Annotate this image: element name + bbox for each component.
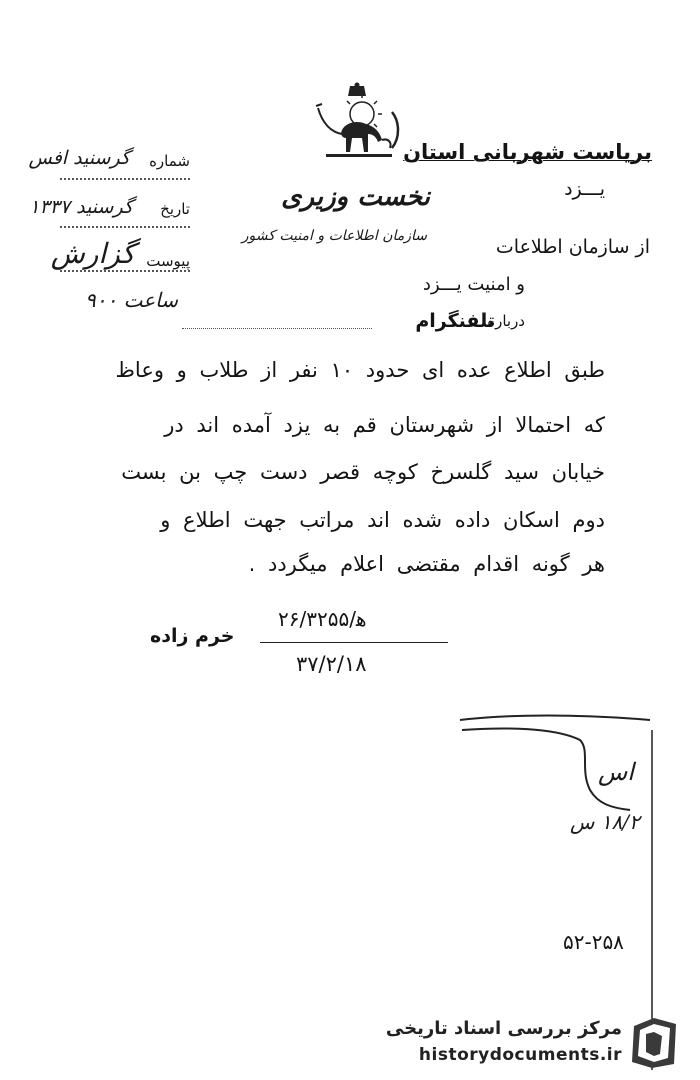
sword-icon [316,104,342,134]
number-dotted-line [60,178,190,180]
watermark-logo-icon [624,1014,684,1072]
watermark-title: مرکز بررسی اسناد تاریخی [385,1018,622,1039]
reference-number: ﻫ/۲۶/۳۲۵۵ [278,607,367,631]
date-dotted-line [60,226,190,228]
reference-date: ۳۷/۲/۱۸ [296,652,367,676]
handwritten-mark: اس [598,758,634,786]
stamp-sub: سازمان اطلاعات و امنیت کشور [241,228,427,244]
attachment-value: گزارش [50,237,135,270]
watermark-url: historydocuments.ir [418,1045,622,1065]
body-line: خیابان سید گلسرخ کوچه قصر دست چپ بن بست [121,460,605,484]
body-line: که احتمالا از شهرستان قم به یزد آمده اند در [164,413,605,437]
body-line: طبق اطلاع عده ای حدود ۱۰ نفر از طلاب و وعاظ [115,358,605,382]
recipient-line-1: از سازمان اطلاعات [495,236,650,258]
subject-dotted-line [182,328,372,329]
stamp-main: نخست وزیری [281,182,430,212]
subject-label: درباره [487,312,525,330]
lion-and-sun-emblem [312,82,402,172]
attachment-label: پیوست [146,252,190,270]
body-line: دوم اسکان داده شده اند مراتب جهت اطلاع و [160,508,605,532]
header-city-line: یـــزد [564,178,605,200]
signer-name: خرم زاده [150,625,235,647]
date-label: تاریخ [160,200,190,218]
recipient-line-2: و امنیت یـــزد [422,274,525,295]
date-value: گرسنید ۱۳۳۷ [29,196,133,218]
sun-icon [347,94,382,127]
time-value: ساعت ۹۰۰ [84,288,178,312]
fraction-divider [260,642,448,643]
document-code: ۵۲-۲۵۸ [563,930,624,954]
attachment-dotted-line [60,270,190,272]
lion-icon [341,122,390,152]
subject-value: تلفنگرام [415,310,495,332]
handwritten-date-mark: ۱۸/۲ س [570,810,640,834]
body-line: هر گونه اقدام مقتضی اعلام میگردد . [248,552,605,576]
number-label: شماره [149,152,190,170]
number-value: گرسنید افس [28,147,130,169]
header-org-line: بریاست شهربانی استان [403,140,652,164]
crown-icon [348,83,366,97]
